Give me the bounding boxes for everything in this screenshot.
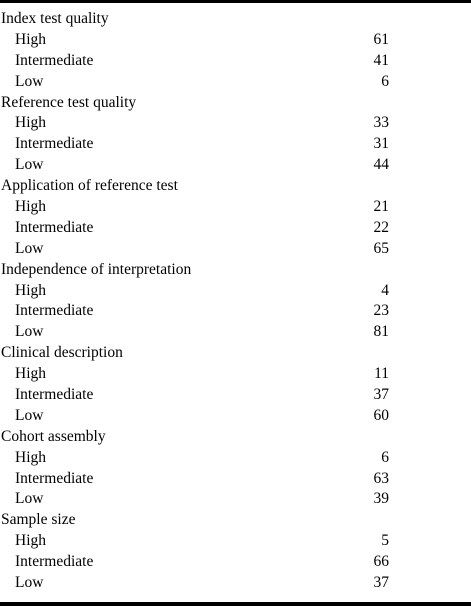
group-heading xyxy=(0,260,471,281)
row-label: High xyxy=(15,198,46,216)
row-value: 11 xyxy=(374,365,389,383)
table-row xyxy=(0,72,471,93)
table-row xyxy=(0,531,471,552)
table-row xyxy=(0,406,471,427)
row-value: 81 xyxy=(373,323,389,341)
table-body xyxy=(0,9,471,594)
group-title: Index test quality xyxy=(1,10,109,27)
row-value: 5 xyxy=(381,532,389,550)
row-value: 60 xyxy=(373,406,389,424)
row-label: Low xyxy=(15,72,44,90)
row-label: High xyxy=(15,365,46,383)
row-label: High xyxy=(15,532,46,550)
group-heading xyxy=(0,427,471,448)
group-heading xyxy=(0,510,471,531)
row-value: 22 xyxy=(373,218,389,236)
row-label: Intermediate xyxy=(15,302,94,320)
table-row xyxy=(0,385,471,406)
table-row xyxy=(0,489,471,510)
row-value: 63 xyxy=(373,469,389,487)
row-label: Low xyxy=(15,323,44,341)
row-value: 44 xyxy=(373,156,389,174)
group-title: Clinical description xyxy=(1,344,123,362)
row-label: Intermediate xyxy=(15,469,94,487)
row-value: 33 xyxy=(373,114,389,132)
row-label: Low xyxy=(15,406,44,424)
row-label: Low xyxy=(15,239,44,257)
row-value: 37 xyxy=(373,386,389,404)
bottom-rule xyxy=(0,602,471,606)
group-title: Sample size xyxy=(1,511,76,529)
row-label: Intermediate xyxy=(15,218,94,236)
row-label: Low xyxy=(15,490,44,508)
row-value: 31 xyxy=(373,135,389,153)
table-row xyxy=(0,301,471,322)
row-label: High xyxy=(15,114,46,132)
table-row xyxy=(0,552,471,573)
row-label: High xyxy=(15,281,46,299)
row-value: 6 xyxy=(381,72,389,90)
group-title: Application of reference test xyxy=(1,177,178,195)
table-row xyxy=(0,239,471,260)
group-heading xyxy=(0,176,471,197)
table-row xyxy=(0,51,471,72)
group-title: Independence of interpretation xyxy=(1,260,192,278)
table-row xyxy=(0,364,471,385)
row-value: 39 xyxy=(373,490,389,508)
table-row xyxy=(0,322,471,343)
row-label: High xyxy=(15,30,46,48)
table-row xyxy=(0,113,471,134)
table-row xyxy=(0,573,471,594)
table-row xyxy=(0,30,471,51)
group-heading xyxy=(0,9,471,30)
top-rule xyxy=(0,0,471,3)
group-title: Reference test quality xyxy=(1,93,137,111)
table-row xyxy=(0,448,471,469)
table-row xyxy=(0,155,471,176)
row-label: Intermediate xyxy=(15,135,94,153)
row-value: 66 xyxy=(373,553,389,571)
row-value: 4 xyxy=(381,281,389,299)
table-row xyxy=(0,469,471,490)
table-row xyxy=(0,134,471,155)
table-row xyxy=(0,218,471,239)
group-heading xyxy=(0,93,471,114)
row-label: Low xyxy=(15,574,44,592)
table-row xyxy=(0,281,471,302)
row-label: Intermediate xyxy=(15,386,94,404)
row-value: 65 xyxy=(373,239,389,257)
row-value: 21 xyxy=(373,198,389,216)
row-value: 61 xyxy=(373,30,389,48)
row-label: High xyxy=(15,448,46,466)
group-title: Cohort assembly xyxy=(1,427,106,445)
group-heading xyxy=(0,343,471,364)
row-value: 41 xyxy=(373,51,389,69)
row-value: 37 xyxy=(373,574,389,592)
row-label: Low xyxy=(15,156,44,174)
row-value: 23 xyxy=(373,302,389,320)
row-label: Intermediate xyxy=(15,51,94,69)
row-value: 6 xyxy=(381,448,389,466)
row-label: Intermediate xyxy=(15,553,94,571)
table-row xyxy=(0,197,471,218)
